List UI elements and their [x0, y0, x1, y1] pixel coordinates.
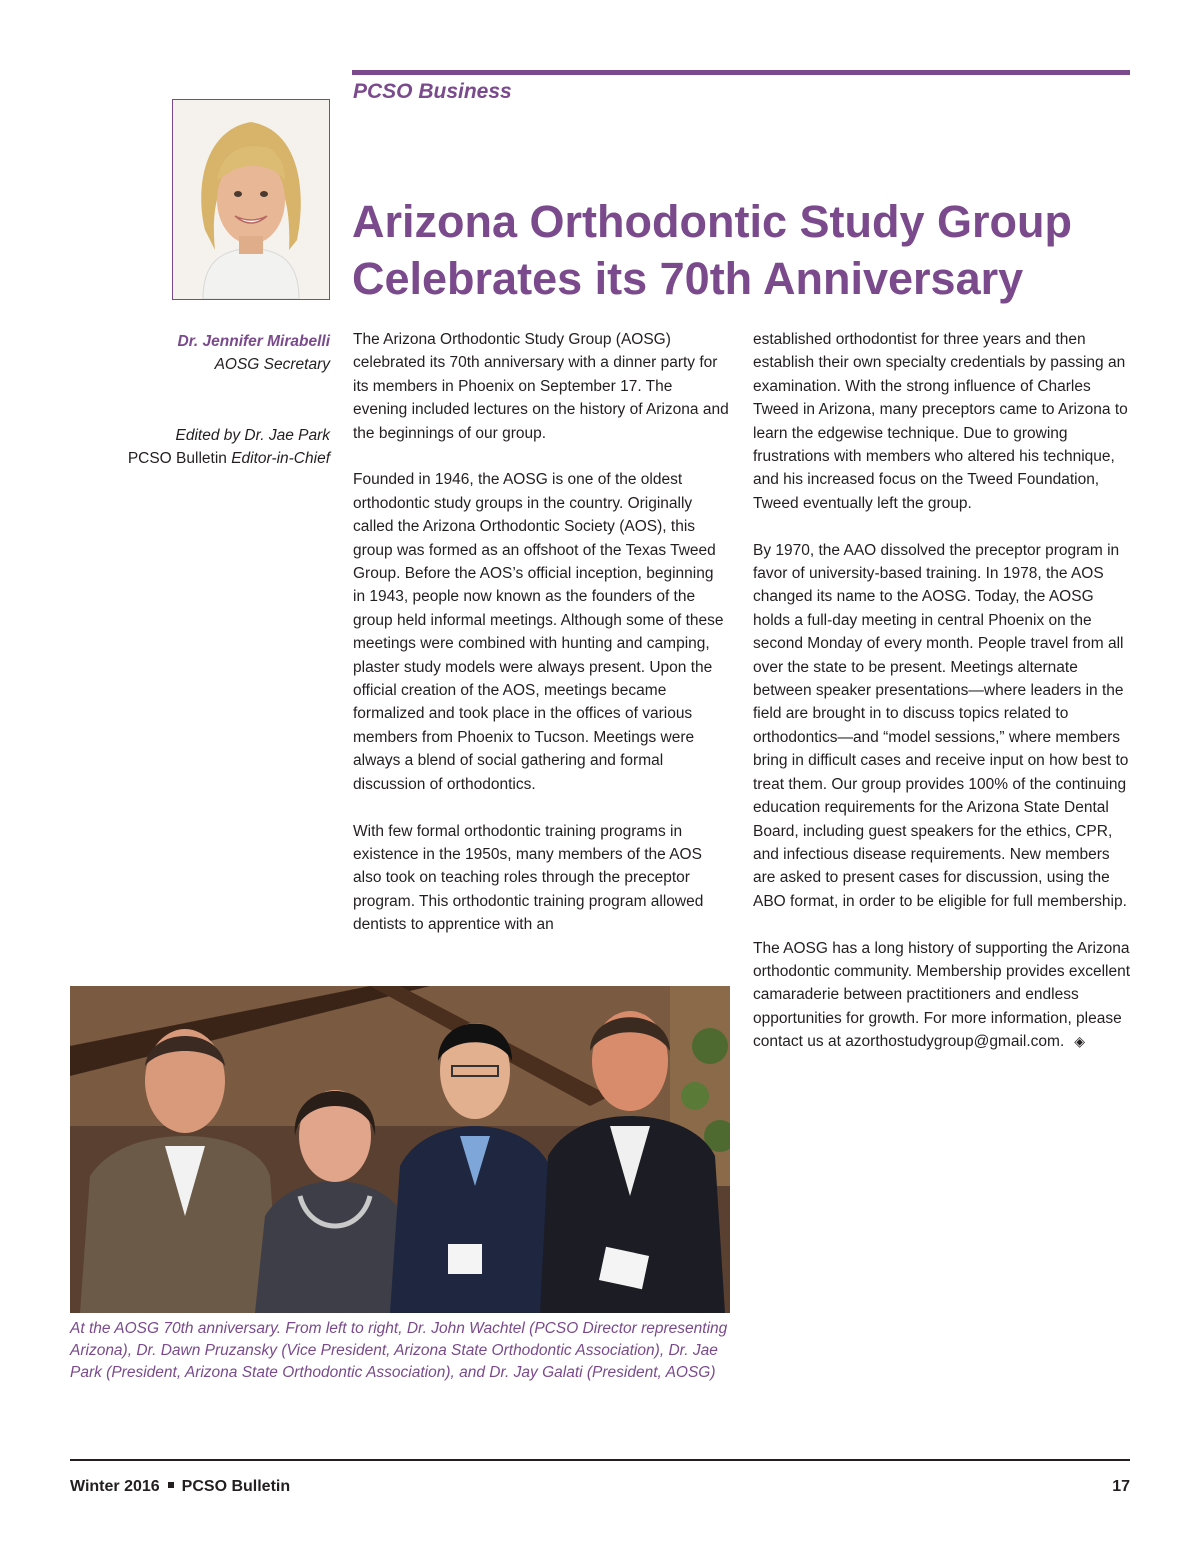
byline-author-role: AOSG Secretary [214, 356, 330, 374]
article-title-line2: Celebrates its 70th Anniversary [352, 253, 1024, 304]
byline [128, 330, 330, 471]
end-of-article-icon: ◈ [1074, 1033, 1086, 1050]
byline-editor: Edited by Dr. Jae Park [175, 426, 330, 444]
article-paragraph: established orthodontist for three years and then establish their own specialty credentials by passing an examination. With the strong influence of Charles Tweed in Arizona, many preceptors came to Arizona to learn the edgewise technique. Due to growing frustrations with members who altered his technique, and his increased focus on the Tweed Foundation, Tweed eventually left the group. [753, 331, 1128, 512]
byline-author: Dr. Jennifer Mirabelli [177, 333, 330, 350]
footer-issue-date: Winter 2016 [70, 1478, 160, 1495]
article-column-2 [753, 328, 1131, 1077]
author-portrait [172, 99, 330, 300]
section-top-rule [352, 70, 1130, 75]
article-title [352, 193, 1132, 307]
byline-editor-pub: PCSO [127, 450, 172, 468]
photo-caption: At the AOSG 70th anniversary. From left to right, Dr. John Wachtel (PCSO Director representing Arizona), Dr. Dawn Pruzansky (Vice President, Arizona State Orthodontic Association), Dr. Jae Park (President, Arizona State Orthodontic Association), and Dr. Jay Galati (President, AOSG) [70, 1320, 728, 1381]
footer-publication: PCSO Bulletin [181, 1478, 291, 1495]
article-paragraph: The Arizona Orthodontic Study Group (AOSG) celebrated its 70th anniversary with a dinner party for its members in Phoenix on September 17. The evening included lectures on the history of Arizona and the beginnings of our group. [353, 331, 729, 442]
article-paragraph: By 1970, the AAO dissolved the preceptor program in favor of university-based training. In 1978, the AOS changed its name to the AOSG. Today, the AOSG holds a full-day meeting in central Phoenix on the second Monday of every month. People travel from all over the state to be present. Meetings alternate between speaker presentations—where leaders in the field are brought in to discuss topics related to orthodontics—and “model sessions,” where members bring in difficult cases and receive input on how best to treat them. Our group provides 100% of the continuing education requirements for the Arizona State Dental Board, including guest speakers for the ethics, CPR, and infectious disease requirements. New members are asked to present cases for discussion, using the ABO format, in order to be eligible for full membership. [753, 541, 1129, 910]
article-title-line1: Arizona Orthodontic Study Group [352, 196, 1072, 247]
footer-issue [70, 1478, 290, 1496]
footer-rule [70, 1459, 1130, 1461]
article-column-1 [353, 328, 729, 960]
article-paragraph: With few formal orthodontic training programs in existence in the 1950s, many members of the AOS also took on teaching roles through the preceptor program. This orthodontic training program allowed dentists to apprentice with an [353, 822, 704, 934]
byline-editor-role: Editor-in-Chief [226, 450, 330, 468]
anniversary-group-photo [70, 986, 730, 1313]
byline-editor-pub-rest: Bulletin [171, 450, 227, 468]
section-label: PCSO Business [353, 80, 512, 103]
page-number: 17 [1112, 1478, 1130, 1495]
article-last-paragraph [753, 937, 1131, 1054]
byline-editor-role-line [128, 447, 330, 470]
article-paragraph: Founded in 1946, the AOSG is one of the oldest orthodontic study groups in the country. Originally called the Arizona Orthodontic Society (AOS), this group was formed as an offshoot of the Texas Tweed Group. Before the AOS’s official inception, beginning in 1943, people now known as the founders of the group held informal meetings. Although some of these meetings were combined with hunting and camping, plaster study models were always present. Upon the official creation of the AOS, meetings became formalized and took place in the offices of various members from Phoenix to Tucson. Meetings were always a blend of social gathering and formal discussion of orthodontics. [353, 471, 724, 793]
footer-separator-icon [168, 1482, 174, 1488]
article-closing-text: The AOSG has a long history of supporting the Arizona orthodontic community. Membership provides excellent camaraderie between practitioners and endless opportunities for growth. For more information, please contact us at azorthostudygroup@gmail.com. [753, 939, 1131, 1051]
